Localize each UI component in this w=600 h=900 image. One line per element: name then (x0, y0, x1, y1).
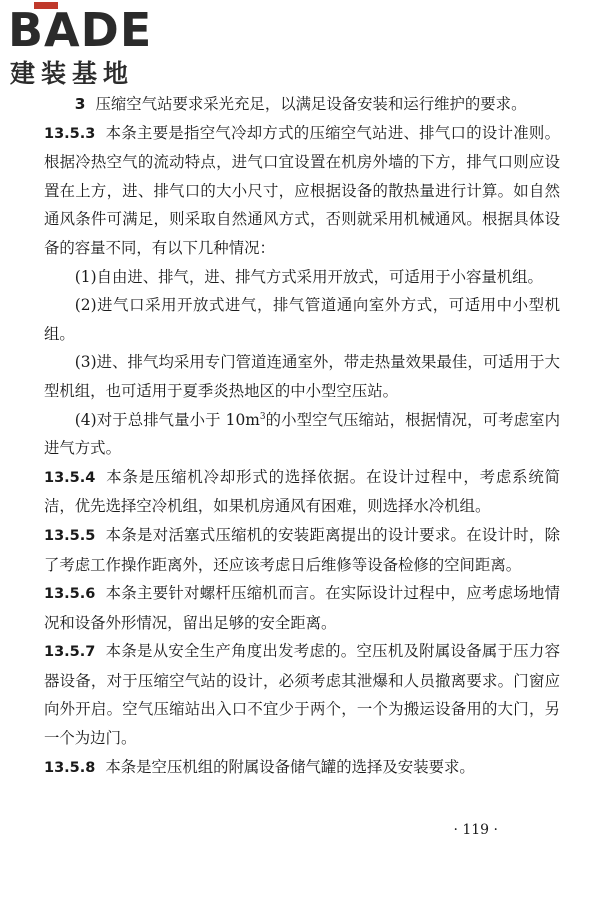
list-item-3 (44, 348, 560, 405)
clause-number: 13.5.8 (44, 759, 96, 776)
clause-13-5-7 (44, 637, 560, 752)
clause-number: 13.5.5 (44, 527, 96, 544)
logo-wordmark: BADE (8, 3, 153, 57)
clause-13-5-3 (44, 119, 560, 263)
clause-number: 13.5.3 (44, 125, 96, 142)
paragraph-text: 压缩空气站要求采光充足，以满足设备安装和运行维护的要求。 (95, 95, 527, 113)
paragraph-text: 本条主要针对螺杆压缩机而言。在实际设计过程中，应考虑场地情况和设备外形情况，留出足够的安全距离。 (44, 584, 560, 632)
paragraph-text: 本条是空压机组的附属设备储气罐的选择及安装要求。 (105, 757, 475, 776)
paragraph-text-before: (4)对于总排气量小于 10m (74, 410, 260, 429)
clause-13-5-5 (44, 521, 560, 579)
document-body (44, 90, 560, 782)
item-paragraph-3 (44, 90, 560, 119)
superscript: 3 (259, 411, 266, 422)
paragraph-text: (3)进、排气均采用专门管道连通室外，带走热量效果最佳，可适用于大型机组，也可适用于夏季炎热地区的中小型空压站。 (44, 353, 560, 400)
paragraph-text: (2)进气口采用开放式进气，排气管道通向室外方式，可适用中小型机组。 (44, 296, 560, 343)
paragraph-text: 本条主要是指空气冷却方式的压缩空气站进、排气口的设计准则。根据冷热空气的流动特点，进气口宜设置在机房外墙的下方，排气口则应设置在上方，进、排气口的大小尺寸，应根据设备的散热量进行计算。如自然通风条件可满足，则采取自然通风方式，否则就采用机械通风。根据具体设备的容量不同，有以下几种情况： (44, 123, 560, 257)
clause-number: 13.5.7 (44, 644, 96, 661)
list-item-1 (44, 263, 560, 292)
paragraph-text: 本条是对活塞式压缩机的安装距离提出的设计要求。在设计时，除了考虑工作操作距离外，还应该考虑日后维修等设备检修的空间距离。 (44, 525, 560, 574)
list-item-2 (44, 291, 560, 348)
logo-subtitle: 建装基地 (10, 59, 135, 88)
paragraph-text-after: 的小型空气压缩站，根据情况，可考虑室内进气方式。 (44, 410, 560, 458)
clause-13-5-6 (44, 579, 560, 637)
paragraph-text: 本条是从安全生产角度出发考虑的。空压机及附属设备属于压力容器设备，对于压缩空气站的设计，必须考虑其泄爆和人员撤离要求。门窗应向外开启。空气压缩站出入口不宜少于两个，一个为搬运设备用的大门，另一个为边门。 (44, 642, 560, 748)
paragraph-text: 本条是压缩机冷却形式的选择依据。在设计过程中，考虑系统简洁，优先选择空冷机组，如果机房通风有困难，则选择水冷机组。 (44, 467, 560, 516)
item-number: 3 (74, 95, 86, 113)
clause-number: 13.5.4 (44, 469, 96, 486)
clause-13-5-8 (44, 753, 560, 783)
paragraph-text: (1)自由进、排气，进、排气方式采用开放式，可适用于小容量机组。 (74, 267, 543, 286)
bade-logo (8, 4, 178, 88)
page-number: · 119 · (453, 822, 498, 838)
clause-number: 13.5.6 (44, 586, 96, 603)
list-item-4 (44, 406, 560, 463)
clause-13-5-4 (44, 463, 560, 521)
